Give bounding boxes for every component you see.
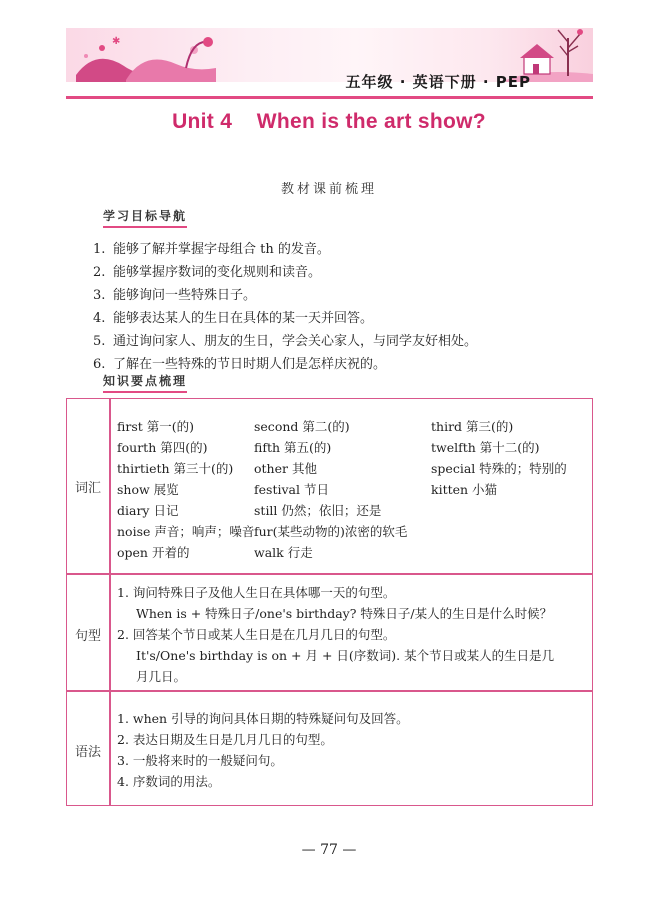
goals-heading: 学习目标导航 xyxy=(103,207,187,228)
grammar-line: 4. 序数词的用法。 xyxy=(117,774,221,789)
sentence-line: When is + 特殊日子/one's birthday? 特殊日子/某人的生日是什么时候？ xyxy=(136,606,553,621)
goal-item: 5. 通过询问家人、朋友的生日，学会关心家人，与同学友好相处。 xyxy=(93,334,478,349)
table-divider xyxy=(67,690,592,692)
sentence-line: It's/One's birthday is on + 月 + 日(序数词). 某个节日或某人的生日是几 xyxy=(136,648,555,663)
book-series-title: 五年级 · 英语下册 · PEP xyxy=(345,73,531,91)
vocab-item: special 特殊的；特别的 xyxy=(431,461,567,476)
vocab-item: thirtieth 第三十(的) xyxy=(117,461,234,476)
vocab-item: walk 行走 xyxy=(254,545,313,560)
header-rule xyxy=(66,96,593,99)
vocab-item: diary 日记 xyxy=(117,503,179,518)
goal-item: 6. 了解在一些特殊的节日时期人们是怎样庆祝的。 xyxy=(93,357,387,372)
page-number: — 77 — xyxy=(301,842,357,858)
sentence-line: 1. 询问特殊日子及他人生日在具体哪一天的句型。 xyxy=(117,585,396,600)
knowledge-table xyxy=(66,398,593,806)
grammar-label: 语法 xyxy=(74,745,101,760)
vocab-item: open 开着的 xyxy=(117,545,190,560)
vocab-item: fifth 第五(的) xyxy=(254,440,332,455)
vocab-item: festival 节日 xyxy=(254,482,329,497)
table-divider xyxy=(109,399,111,805)
vocab-item: noise 声音；响声；噪音 xyxy=(117,524,255,539)
goal-item: 2. 能够掌握序数词的变化规则和读音。 xyxy=(93,265,322,280)
sentence-line: 2. 回答某个节日或某人生日是在几月几日的句型。 xyxy=(117,627,396,642)
vocab-item: other 其他 xyxy=(254,461,317,476)
goal-item: 1. 能够了解并掌握字母组合 th 的发音。 xyxy=(93,242,330,257)
vocab-item: show 展览 xyxy=(117,482,179,497)
section-title: 教材课前梳理 xyxy=(280,182,377,197)
grammar-line: 1. when 引导的询问具体日期的特殊疑问句及回答。 xyxy=(117,711,409,726)
table-divider xyxy=(67,573,592,575)
knowledge-heading: 知识要点梳理 xyxy=(103,372,187,393)
sentence-label: 句型 xyxy=(74,629,101,644)
unit-title: Unit 4 When is the art show? xyxy=(172,110,486,133)
sentence-line: 月几日。 xyxy=(136,669,187,684)
grammar-line: 3. 一般将来时的一般疑问句。 xyxy=(117,753,283,768)
vocab-item: twelfth 第十二(的) xyxy=(431,440,540,455)
vocab-item: second 第二(的) xyxy=(254,419,350,434)
vocab-item: third 第三(的) xyxy=(431,419,514,434)
page-header xyxy=(66,20,593,91)
vocab-item: fourth 第四(的) xyxy=(117,440,208,455)
goal-item: 4. 能够表达某人的生日在具体的某一天并回答。 xyxy=(93,311,374,326)
vocab-item: still 仍然；依旧；还是 xyxy=(254,503,382,518)
svg-text:✱: ✱ xyxy=(112,36,121,47)
grammar-line: 2. 表达日期及生日是几月几日的句型。 xyxy=(117,732,333,747)
vocab-item: first 第一(的) xyxy=(117,419,194,434)
vocab-label: 词汇 xyxy=(74,481,101,496)
vocab-item: fur(某些动物的)浓密的软毛 xyxy=(254,524,408,539)
goal-item: 3. 能够询问一些特殊日子。 xyxy=(93,288,257,303)
vocab-item: kitten 小猫 xyxy=(431,482,498,497)
